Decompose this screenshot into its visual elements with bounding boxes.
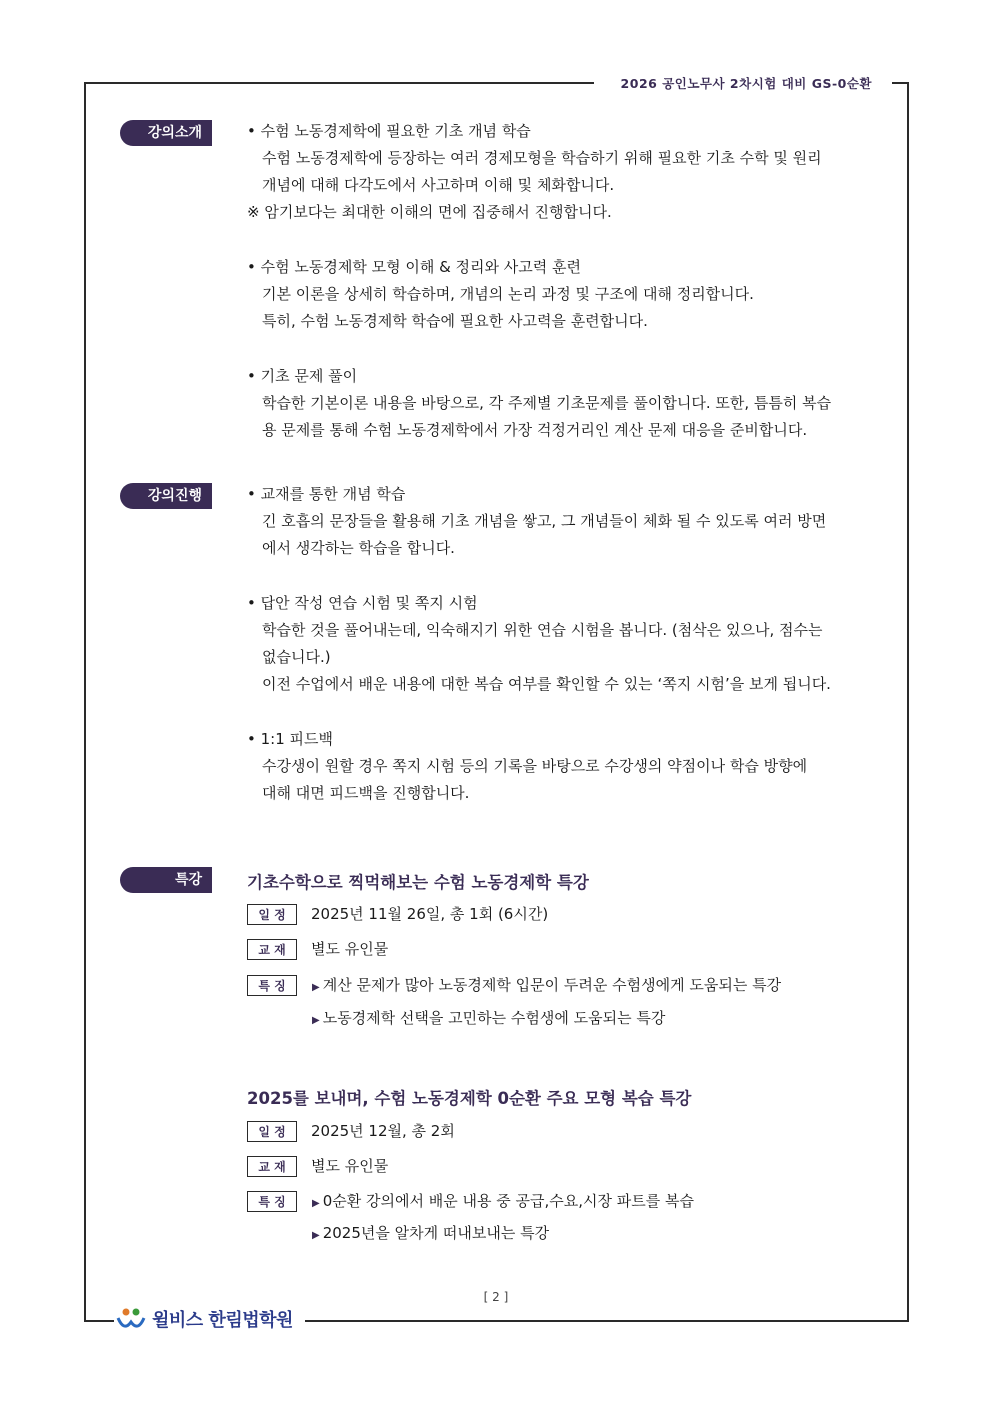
intro-item-line: 개념에 대해 다각도에서 사고하며 이해 및 체화합니다. [262,176,615,194]
intro-item-line: 용 문제를 통해 수험 노동경제학에서 가장 걱정거리인 계산 문제 대응을 준비합니다. [262,421,808,439]
schedule-tag: 일 정 [247,1121,297,1142]
feature-item [312,974,781,999]
page-number: [ 2 ] [483,1290,509,1304]
progress-item-line: 이전 수업에서 배운 내용에 대한 복습 여부를 확인할 수 있는 ‘쪽지 시험’을 보게 됩니다. [262,675,831,693]
triangle-bullet-icon: ▶ [312,1198,320,1209]
material-tag: 교 재 [247,939,297,960]
feature-text: 계산 문제가 많아 노동경제학 입문이 두려운 수험생에게 도움되는 특강 [322,976,782,994]
logo [116,1306,293,1332]
progress-item-title: • 교재를 통한 개념 학습 [247,481,877,508]
feature-tag: 특 징 [247,975,297,996]
progress-item-line: 수강생이 원할 경우 쪽지 시험 등의 기록을 바탕으로 수강생의 약점이나 학습 방향에 [262,757,808,775]
triangle-bullet-icon: ▶ [312,1230,320,1241]
section-label-progress: 강의진행 [120,483,212,509]
section-label-intro: 강의소개 [120,120,212,146]
intro-item-title: • 기초 문제 풀이 [247,363,877,390]
intro-item-line: 학습한 기본이론 내용을 바탕으로, 각 주제별 기초문제를 풀이합니다. 또한, 틈틈히 복습 [262,394,832,412]
intro-item-line: 수험 노동경제학에 등장하는 여러 경제모형을 학습하기 위해 필요한 기초 수학 및 원리 [262,149,822,167]
feature-tag: 특 징 [247,1191,297,1212]
lecture-feature-row [247,1190,311,1212]
feature-item [312,1190,694,1215]
frame-bottom-right [305,1320,909,1322]
schedule-value: 2025년 11월 26일, 총 1회 (6시간) [311,905,549,923]
lecture-material-row [247,1155,388,1177]
frame-top-left [84,82,594,84]
frame-left [84,82,86,1322]
logo-text: 윌비스 한림법학원 [152,1310,293,1331]
intro-item-line: 기본 이론을 상세히 학습하며, 개념의 논리 과정 및 구조에 대해 정리합니다. [262,285,754,303]
feature-text: 0순환 강의에서 배운 내용 중 공급,수요,시장 파트를 복습 [322,1192,694,1210]
progress-item-line: 에서 생각하는 학습을 합니다. [262,539,455,557]
special-lecture-title: 기초수학으로 찍먹해보는 수험 노동경제학 특강 [247,873,589,892]
material-value: 별도 유인물 [311,1157,389,1175]
progress-content [247,481,877,807]
progress-item-line: 없습니다.) [262,648,331,666]
lecture-material-row [247,938,388,960]
triangle-bullet-icon: ▶ [312,982,320,993]
frame-bottom-left [84,1320,114,1322]
triangle-bullet-icon: ▶ [312,1015,320,1026]
progress-item-line: 긴 호흡의 문장들을 활용해 기초 개념을 쌓고, 그 개념들이 체화 될 수 있도록 여러 방면 [262,512,827,530]
lecture-feature-row [247,974,311,996]
progress-item-title: • 답안 작성 연습 시험 및 쪽지 시험 [247,590,877,617]
material-tag: 교 재 [247,1156,297,1177]
lecture-schedule-row [247,1120,455,1142]
schedule-value: 2025년 12월, 총 2회 [311,1122,455,1140]
intro-note: ※ 암기보다는 최대한 이해의 면에 집중해서 진행합니다. [247,203,612,221]
progress-item-line: 대해 대면 피드백을 진행합니다. [262,784,470,802]
progress-item-line: 학습한 것을 풀어내는데, 익숙해지기 위한 연습 시험을 봅니다. (첨삭은 있으나, 점수는 [262,621,823,639]
progress-item-title: • 1:1 피드백 [247,726,877,753]
special-lecture-title: 2025를 보내며, 수험 노동경제학 0순환 주요 모형 복습 특강 [247,1089,692,1108]
feature-item [312,1007,665,1032]
intro-item-line: 특히, 수험 노동경제학 학습에 필요한 사고력을 훈련합니다. [262,312,648,330]
frame-right [907,82,909,1322]
material-value: 별도 유인물 [311,940,389,958]
section-label-special: 특강 [120,867,212,893]
logo-mark-icon [116,1306,146,1332]
feature-text: 노동경제학 선택을 고민하는 수험생에 도움되는 특강 [322,1009,666,1027]
intro-item-title: • 수험 노동경제학에 필요한 기초 개념 학습 [247,118,877,145]
lecture-schedule-row [247,903,548,925]
schedule-tag: 일 정 [247,904,297,925]
feature-text: 2025년을 알차게 떠내보내는 특강 [322,1224,550,1242]
header-title: 2026 공인노무사 2차시험 대비 GS-0순환 [613,74,880,92]
intro-content [247,118,877,444]
feature-item [312,1222,549,1247]
intro-item-title: • 수험 노동경제학 모형 이해 & 정리와 사고력 훈련 [247,254,877,281]
